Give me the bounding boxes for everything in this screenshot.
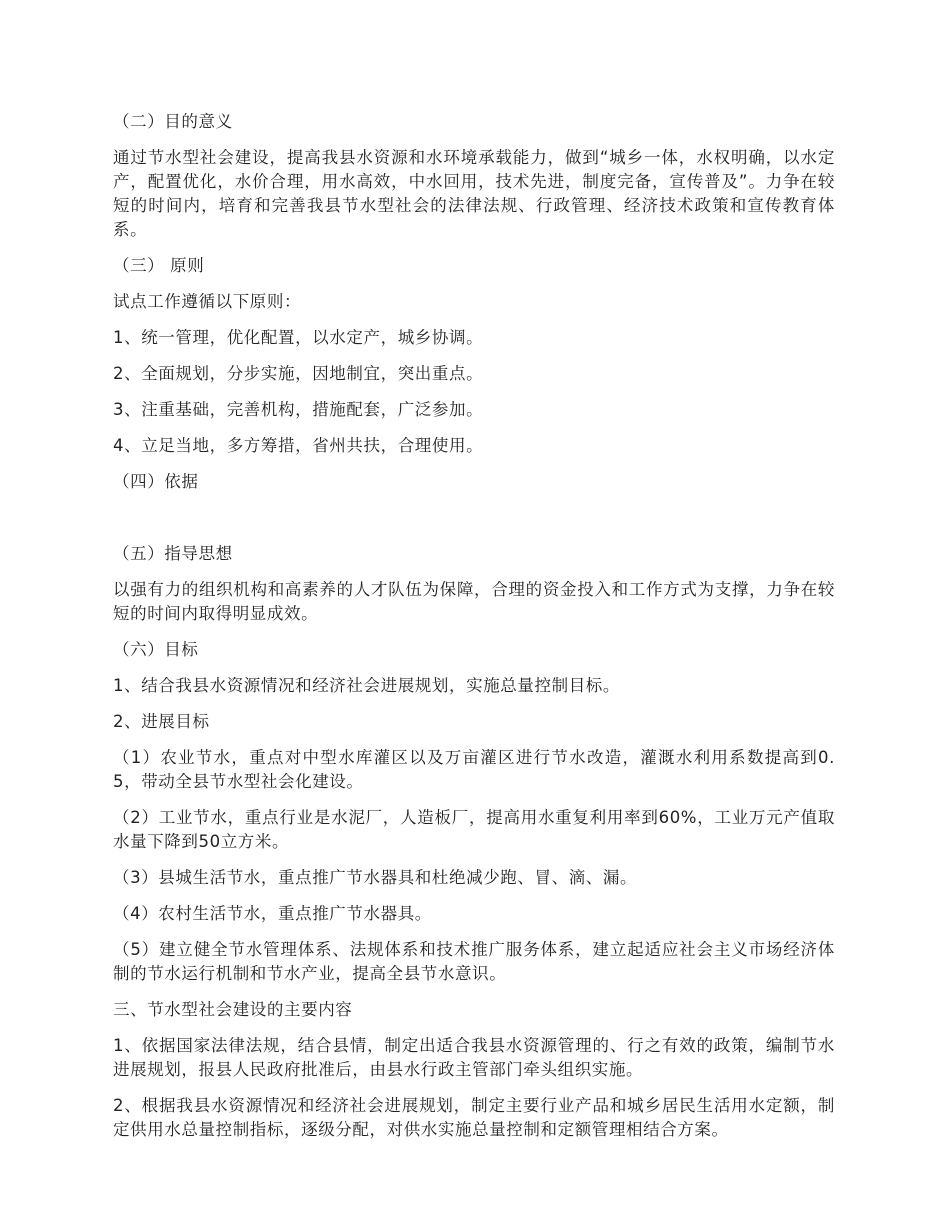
principle-item-3: 3、注重基础，完善机构，措施配套，广泛参加。 (113, 400, 484, 419)
section-heading-principles: （三） 原则 (113, 256, 205, 275)
goal-subitem-county-living: （3）县城生活节水，重点推广节水器具和杜绝减少跑、冒、滴、漏。 (113, 868, 638, 887)
goal-subitem-rural-living: （4）农村生活节水，重点推广节水器具。 (113, 904, 432, 923)
principle-item-2: 2、全面规划，分步实施，因地制宜，突出重点。 (113, 364, 484, 383)
goal-subitem-systems: （5）建立健全节水管理体系、法规体系和技术推广服务体系，建立起适应社会主义市场经济体制的节水运行机制和节水产业，提高全县节水意识。 (113, 940, 835, 983)
goal-subitem-industry: （2）工业节水，重点行业是水泥厂，人造板厂，提高用水重复利用率到60%，工业万元产值取水量下降到50立方米。 (113, 808, 835, 851)
principle-item-4: 4、立足当地，多方筹措，省州共扶，合理使用。 (113, 436, 484, 455)
purpose-paragraph: 通过节水型社会建设，提高我县水资源和水环境承载能力，做到“城乡一体，水权明确，以水定产，配置优化，水价合理，用水高效，中水回用，技术先进，制度完备，宣传普及”。力争在较短的时间内，培育和完善我县节水型社会的法律法规、行政管理、经济技术政策和宣传教育体系。 (113, 148, 835, 239)
main-content-item-1: 1、依据国家法律法规，结合县情，制定出适合我县水资源管理的、行之有效的政策，编制节水进展规划，报县人民政府批准后，由县水行政主管部门牵头组织实施。 (113, 1036, 835, 1079)
goal-item-2: 2、进展目标 (113, 712, 210, 731)
main-content-item-2: 2、根据我县水资源情况和经济社会进展规划，制定主要行业产品和城乡居民生活用水定额，制定供用水总量控制指标，逐级分配，对供水实施总量控制和定额管理相结合方案。 (113, 1096, 835, 1139)
blank-space (113, 506, 835, 542)
section-heading-main-content: 三、节水型社会建设的主要内容 (113, 1000, 353, 1019)
goal-item-1: 1、结合我县水资源情况和经济社会进展规划，实施总量控制目标。 (113, 676, 620, 695)
principle-item-1: 1、统一管理，优化配置，以水定产，城乡协调。 (113, 328, 484, 347)
guiding-ideology-paragraph: 以强有力的组织机构和高素养的人才队伍为保障，合理的资金投入和工作方式为支撑，力争在较短的时间内取得明显成效。 (113, 580, 835, 623)
section-heading-basis: （四）依据 (113, 472, 199, 491)
goal-subitem-agriculture: （1）农业节水，重点对中型水库灌区以及万亩灌区进行节水改造，灌溉水利用系数提高到0.5，带动全县节水型社会化建设。 (113, 748, 835, 791)
section-heading-goals: （六）目标 (113, 640, 199, 659)
section-heading-guiding-ideology: （五）指导思想 (113, 544, 233, 563)
principles-intro: 试点工作遵循以下原则： (113, 292, 302, 311)
section-heading-purpose: （二）目的意义 (113, 112, 233, 131)
document-body (113, 110, 835, 1154)
